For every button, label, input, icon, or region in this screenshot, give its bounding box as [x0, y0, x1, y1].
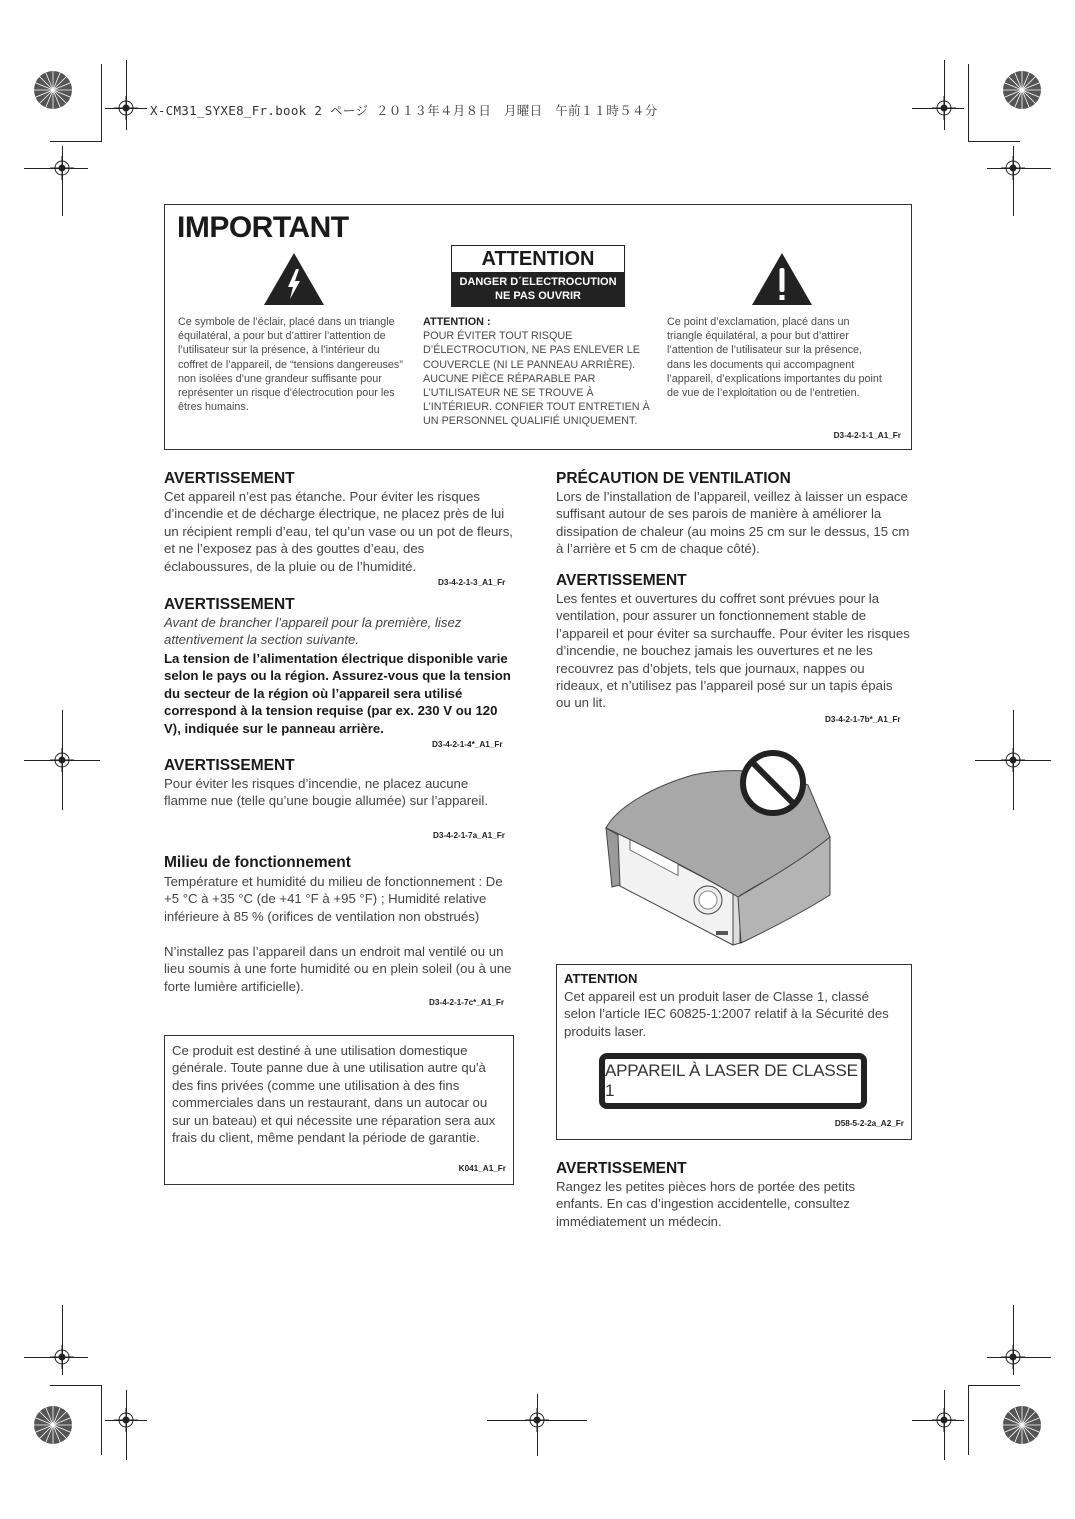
- attention-sign: [451, 245, 625, 307]
- covered-device-illustration: [598, 745, 848, 950]
- doc-code: D3-4-2-1-4*_A1_Fr: [432, 740, 503, 749]
- section-bold-text: La tension de l’alimentation électrique disponible varie selon le pays ou la région. Assurez-vous que la tension du secteur de la région où l’appareil sera utilisé correspond à la tension requise (par ex. 230 V ou 120 V), indiquée sur le panneau arrière.: [164, 651, 511, 736]
- section-text: N’installez pas l’appareil dans un endroit mal ventilé ou un lieu soumis à une forte humidité ou en plein soleil (ou à une forte lumière artificielle).: [164, 944, 512, 994]
- section-title: PRÉCAUTION DE VENTILATION: [556, 470, 791, 487]
- doc-code: D3-4-2-1-7b*_A1_Fr: [825, 715, 901, 724]
- warranty-box: [164, 1035, 514, 1185]
- attention-explanation-title: ATTENTION :: [423, 316, 491, 328]
- exclamation-warning-icon: [750, 251, 814, 307]
- section-text: Les fentes et ouvertures du coffret sont prévues pour la ventilation, pour assurer un fonctionnement stable de l’appareil et pour éviter sa surchauffe. Pour éviter les risques d’incendie, ne bouchez jamais les ouvertures et ne les recouvrez pas d’objets, tels que journaux, nappes ou rideaux, et n’utilisez pas l’appareil posé sur un tapis épais ou un lit.: [556, 591, 910, 711]
- section-text: Température et humidité du milieu de fonctionnement : De +5 °C à +35 °C (de +41 °F à +95 °F) ; Humidité relative inférieure à 85 % (orifices de ventilation non obstrués): [164, 874, 503, 924]
- section-title: AVERTISSEMENT: [556, 1160, 687, 1177]
- doc-code: D3-4-2-1-7c*_A1_Fr: [429, 998, 505, 1007]
- section-italic-text: Avant de brancher l’appareil pour la première, lisez attentivement la section suivante.: [164, 615, 462, 648]
- doc-code: D58-5-2-2a_A2_Fr: [834, 1119, 904, 1128]
- laser-attention-text: Cet appareil est un produit laser de Classe 1, classé selon l’article IEC 60825-1:2007 relatif à la Sécurité des produits laser.: [564, 989, 889, 1039]
- section-title: AVERTISSEMENT: [164, 596, 295, 613]
- exclamation-explanation: Ce point d’exclamation, placé dans un triangle équilatéral, a pour but d’attirer l’attention de l’utilisateur sur la présence, dans les documents qui accompagnent l’appareil, d’explications importantes du point de vue de l’exploitation ou de l’entretien.: [667, 316, 882, 400]
- doc-code: D3-4-2-1-1_A1_Fr: [833, 431, 901, 440]
- lightning-warning-icon: [262, 251, 326, 307]
- warranty-text: Ce produit est destiné à une utilisation domestique générale. Toute panne due à une utilisation autre qu'à des fins privées (comme une utilisation à des fins commerciales dans un restaurant, dans un autocar ou sur un bateau) et qui nécessite une réparation sera aux frais du client, même pendant la période de garantie.: [172, 1043, 496, 1146]
- starburst-mark-icon: [33, 1405, 73, 1445]
- section-title: AVERTISSEMENT: [164, 470, 295, 487]
- section-title: AVERTISSEMENT: [556, 572, 687, 589]
- laser-attention-box: [556, 964, 912, 1140]
- section-text: Pour éviter les risques d’incendie, ne placez aucune flamme nue (telle qu’une bougie allumée) sur l’appareil.: [164, 776, 489, 809]
- important-box: [164, 204, 912, 450]
- section-text: Rangez les petites pièces hors de portée des petits enfants. En cas d’ingestion accidentelle, consultez immédiatement un médecin.: [556, 1179, 856, 1229]
- doc-code: K041_A1_Fr: [458, 1164, 506, 1173]
- attention-label: ATTENTION: [481, 248, 595, 270]
- section-title: AVERTISSEMENT: [164, 757, 295, 774]
- starburst-mark-icon: [1002, 70, 1042, 110]
- laser-attention-title: ATTENTION: [564, 971, 638, 986]
- starburst-mark-icon: [1002, 1405, 1042, 1445]
- section-text: Lors de l’installation de l’appareil, veillez à laisser un espace suffisant autour de ses parois de manière à améliorer la dissipation de chaleur (au moins 25 cm sur le dessus, 15 cm à l’arrière et 5 cm de chaque côté).: [556, 489, 910, 557]
- important-title: IMPORTANT: [177, 211, 349, 244]
- print-header: X-CM31_SYXE8_Fr.book 2 ページ ２０１３年４月８日 月曜日 午前１１時５４分: [150, 103, 658, 118]
- section-text: Cet appareil n’est pas étanche. Pour éviter les risques d’incendie et de décharge électrique, ne placez près de lui un récipient rempli d’eau, tel qu’un vase ou un pot de fleurs, et ne l’exposez pas à des gouttes d’eau, des éclaboussures, de la pluie ou de l’humidité.: [164, 489, 513, 574]
- section-title: Milieu de fonctionnement: [164, 854, 351, 871]
- starburst-mark-icon: [33, 70, 73, 110]
- doc-code: D3-4-2-1-3_A1_Fr: [438, 578, 506, 587]
- laser-class-label: APPAREIL À LASER DE CLASSE 1: [599, 1053, 867, 1109]
- attention-explanation: ATTENTION : POUR ÉVITER TOUT RISQUE D’ÉLECTROCUTION, NE PAS ENLEVER LE COUVERCLE (NI LE PANNEAU ARRIÈRE). AUCUNE PIÈCE RÉPARABLE PAR L’UTILISATEUR NE SE TROUVE À L’INTÉRIEUR. CONFIER TOUT ENTRETIEN À UN PERSONNEL QUALIFIÉ UNIQUEMENT.: [423, 316, 650, 428]
- attention-sublabel: DANGER D´ELECTROCUTION NE PAS OUVRIR: [452, 272, 624, 306]
- doc-code: D3-4-2-1-7a_A1_Fr: [433, 831, 505, 840]
- lightning-explanation: Ce symbole de l’éclair, placé dans un triangle équilatéral, a pour but d’attirer l’attention de l’utilisateur sur la présence, à l’intérieur du coffret de l’appareil, de “tensions dangereuses” non isolées d’une grandeur suffisante pour représenter un risque d’électrocution pour les êtres humains.: [178, 316, 403, 414]
